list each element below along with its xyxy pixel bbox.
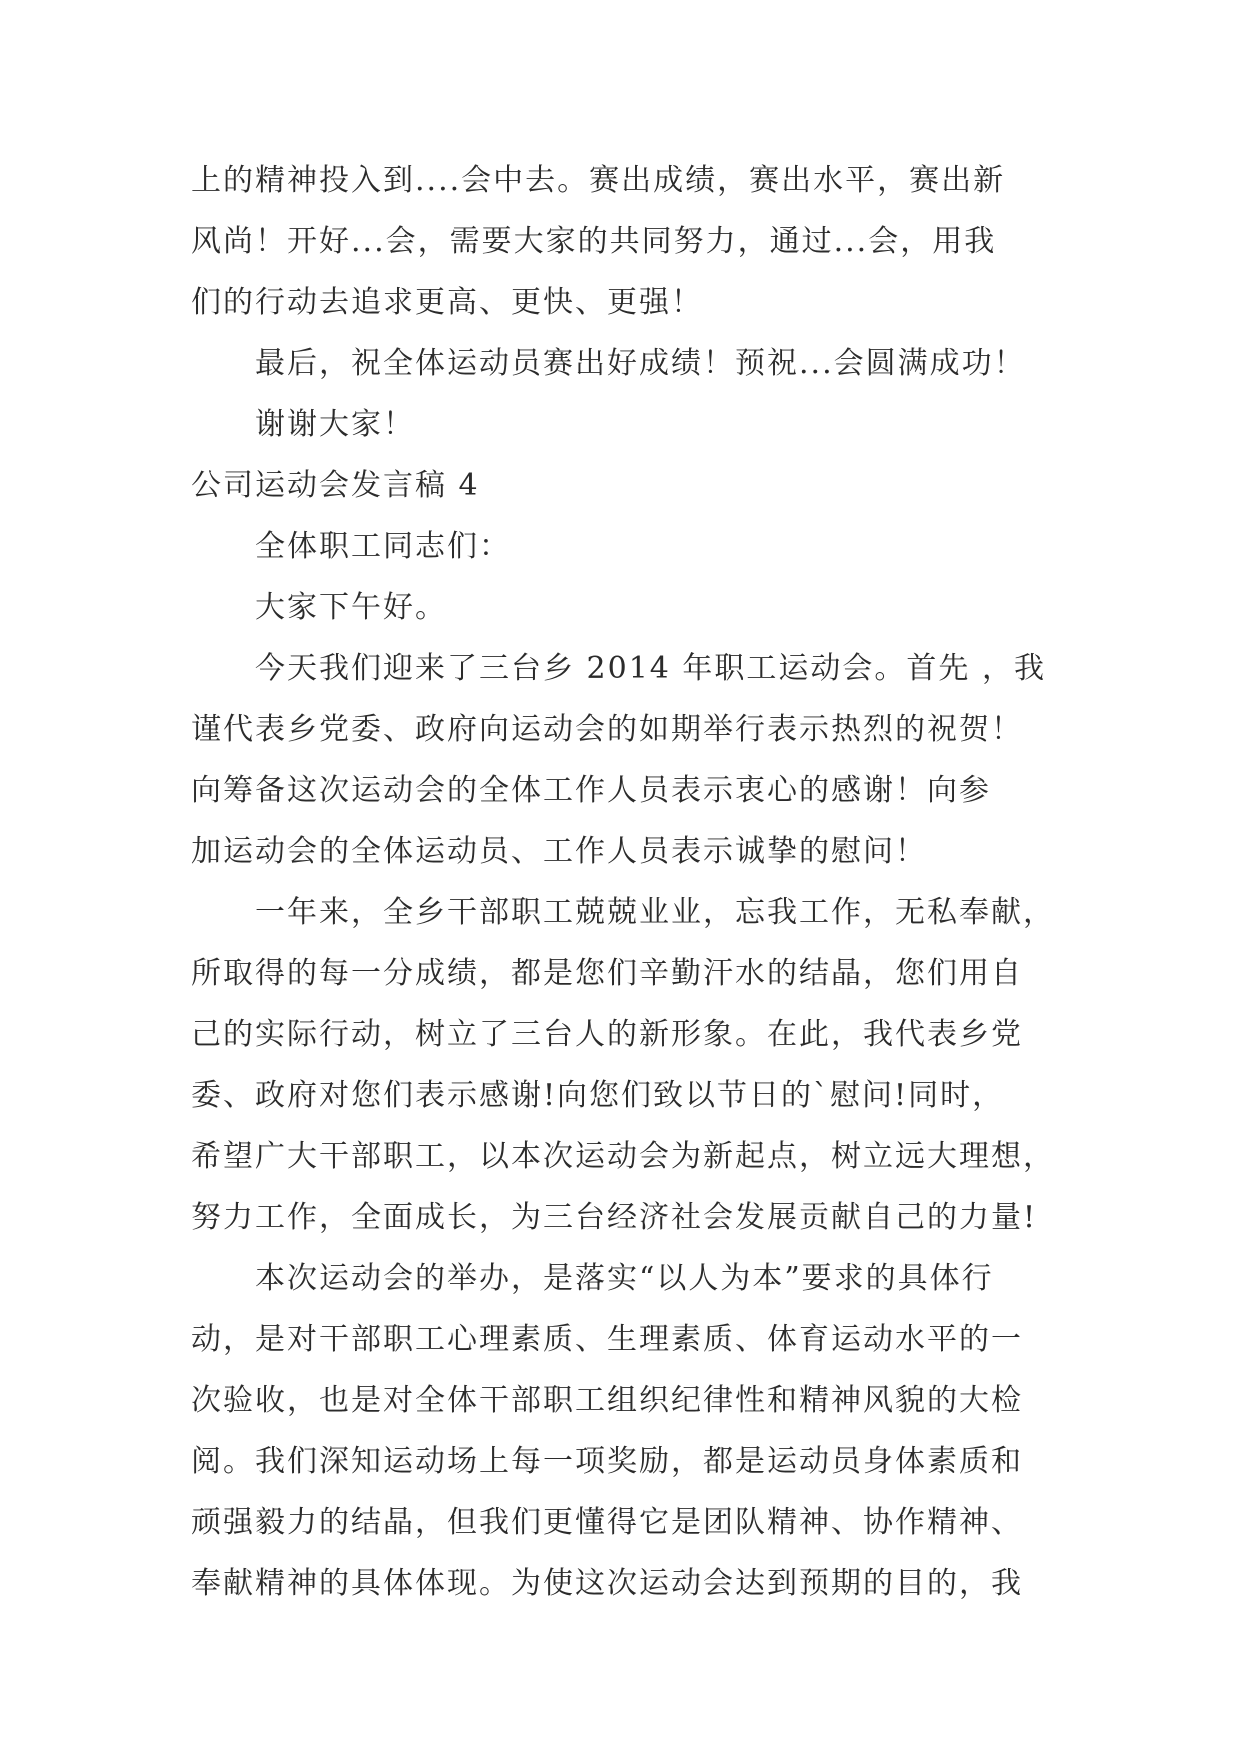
text-line: 己的实际行动，树立了三台人的新形象。在此，我代表乡党	[191, 1017, 1023, 1052]
text-line: 本次运动会的举办，是落实“以人为本”要求的具体行	[255, 1261, 994, 1296]
text-line: 今天我们迎来了三台乡 2014 年职工运动会。首先 ，我	[255, 651, 1046, 686]
text-line: 委、政府对您们表示感谢!向您们致以节日的`慰问!同时，	[191, 1078, 1005, 1113]
text-line: 谨代表乡党委、政府向运动会的如期举行表示热烈的祝贺！	[191, 712, 1023, 747]
text-line: 努力工作，全面成长，为三台经济社会发展贡献自己的力量!	[191, 1200, 1038, 1235]
text-line: 希望广大干部职工，以本次运动会为新起点，树立远大理想，	[191, 1139, 1055, 1174]
text-line: 向筹备这次运动会的全体工作人员表示衷心的感谢！向参	[191, 773, 991, 808]
text-line: 谢谢大家！	[255, 407, 415, 442]
text-line: 顽强毅力的结晶，但我们更懂得它是团队精神、协作精神、	[191, 1505, 1023, 1540]
text-line: 奉献精神的具体体现。为使这次运动会达到预期的目的，我	[191, 1566, 1023, 1601]
text-line: 动，是对干部职工心理素质、生理素质、体育运动水平的一	[191, 1322, 1023, 1357]
document-body	[191, 150, 1071, 1614]
text-line: 次验收，也是对全体干部职工组织纪律性和精神风貌的大检	[191, 1383, 1023, 1418]
salutation: 全体职工同志们：	[255, 529, 511, 564]
greeting: 大家下午好。	[255, 590, 447, 625]
text-line: 加运动会的全体运动员、工作人员表示诚挚的慰问！	[191, 834, 927, 869]
text-line: 一年来，全乡干部职工兢兢业业，忘我工作，无私奉献，	[255, 895, 1055, 930]
text-line: 所取得的每一分成绩，都是您们辛勤汗水的结晶，您们用自	[191, 956, 1023, 991]
section-heading: 公司运动会发言稿 4	[191, 468, 480, 503]
text-line: 阅。我们深知运动场上每一项奖励，都是运动员身体素质和	[191, 1444, 1023, 1479]
text-line: 风尚！开好...会，需要大家的共同努力，通过...会，用我	[191, 224, 997, 259]
text-line: 们的行动去追求更高、更快、更强！	[191, 285, 703, 320]
text-line: 上的精神投入到....会中去。赛出成绩，赛出水平，赛出新	[191, 163, 1006, 198]
text-line: 最后，祝全体运动员赛出好成绩！预祝...会圆满成功！	[255, 346, 1026, 381]
